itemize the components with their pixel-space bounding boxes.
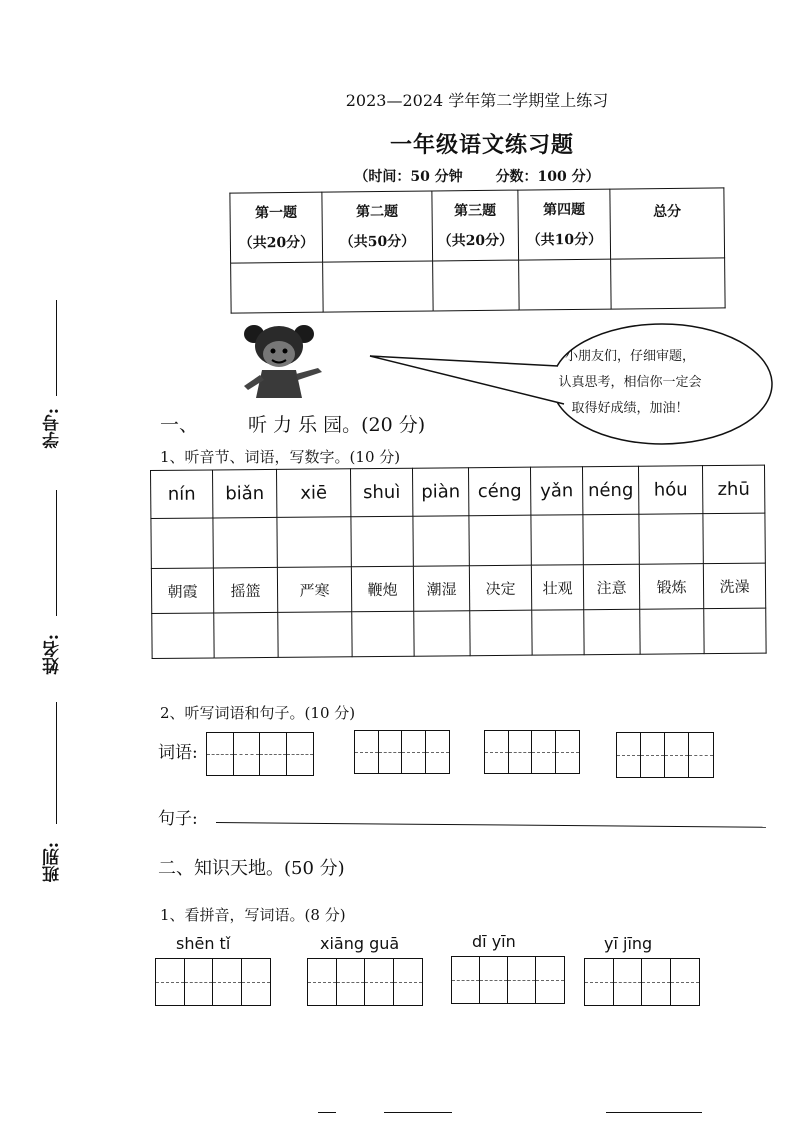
writing-cell[interactable] [213, 959, 242, 1005]
answer-cell[interactable] [278, 612, 352, 658]
pinyin-word-table [150, 465, 767, 659]
writing-cell[interactable] [234, 733, 261, 775]
writing-cell[interactable] [242, 959, 270, 1005]
answer-cell[interactable] [213, 517, 277, 568]
class-line[interactable] [56, 702, 57, 824]
sentence-answer-line[interactable] [216, 822, 766, 828]
writing-cell[interactable] [614, 959, 643, 1005]
writing-cell[interactable] [509, 731, 533, 773]
word-writing-box-3[interactable] [451, 956, 565, 1004]
writing-cell[interactable] [365, 959, 394, 1005]
writing-cell[interactable] [394, 959, 422, 1005]
writing-cell[interactable] [426, 731, 449, 773]
score-col-points: （共20分） [437, 232, 514, 249]
answer-cell[interactable] [584, 609, 640, 654]
score-col-name: 总分 [653, 203, 682, 221]
writing-cell[interactable] [642, 959, 671, 1005]
answer-cell[interactable] [214, 612, 278, 658]
writing-cell[interactable] [617, 733, 641, 777]
encouragement-text [520, 344, 740, 422]
scan-mark [384, 1112, 452, 1113]
answer-cell[interactable] [704, 608, 766, 654]
time-limit: （时间：50 分钟 [354, 169, 463, 185]
score-col-4 [518, 189, 611, 260]
score-col-1 [230, 192, 323, 263]
answer-cell[interactable] [532, 610, 584, 655]
writing-cell[interactable] [532, 731, 556, 773]
word-writing-box-2[interactable] [307, 958, 423, 1006]
answer-cell[interactable] [414, 611, 470, 656]
writing-cell[interactable] [207, 733, 234, 775]
score-blank[interactable] [433, 260, 520, 311]
bubble-line: 认真思考，相信你一定会 [558, 375, 702, 390]
total-score: 分数：100 分） [495, 169, 600, 185]
score-blank[interactable] [519, 259, 612, 310]
answer-cell[interactable] [277, 517, 351, 568]
score-col-points: （共20分） [238, 234, 315, 252]
pinyin-cell: hóu [638, 466, 702, 515]
pinyin-cell: xiē [276, 469, 350, 518]
pinyin-prompt: yī jīng [604, 934, 653, 953]
word-cell: 朝霞 [151, 568, 213, 614]
writing-cell[interactable] [156, 959, 185, 1005]
writing-cell[interactable] [556, 731, 579, 773]
pinyin-cell: biǎn [213, 469, 277, 518]
word-writing-box-4[interactable] [584, 958, 700, 1006]
pinyin-cell: nín [151, 470, 213, 519]
pinyin-cell: yǎn [530, 467, 582, 515]
writing-cell[interactable] [665, 733, 689, 777]
exam-period-line: 2023—2024 学年第二学期堂上练习 [345, 91, 609, 110]
word-cell: 严寒 [277, 567, 351, 613]
answer-cell[interactable] [413, 516, 469, 566]
section-1-name: 听 力 乐 园。(20 分) [248, 414, 426, 436]
word-cell: 潮湿 [413, 566, 469, 611]
bubble-line: 取得好成绩，加油！ [571, 401, 689, 416]
scan-mark [606, 1112, 702, 1113]
question-2-1: 1、看拼音，写词语。(8 分) [160, 906, 346, 924]
writing-cell[interactable] [585, 959, 614, 1005]
writing-cell[interactable] [337, 959, 366, 1005]
pinyin-cell: shuì [350, 468, 412, 517]
score-col-name: 第四题 [542, 201, 586, 218]
writing-cell[interactable] [480, 957, 508, 1003]
score-blank[interactable] [323, 261, 434, 312]
writing-cell[interactable] [671, 959, 699, 1005]
class-label: 班别: [43, 842, 63, 883]
question-1-1: 1、听音节、词语，写数字。(10 分) [160, 448, 401, 466]
writing-cell[interactable] [308, 959, 337, 1005]
pinyin-cell: céng [468, 467, 530, 516]
word-cell: 锻炼 [639, 564, 703, 610]
pinyin-cell: zhū [702, 465, 764, 514]
answer-cell[interactable] [640, 609, 704, 655]
word-writing-box-1[interactable] [155, 958, 271, 1006]
score-col-name: 第一题 [255, 204, 298, 221]
dictation-box-1[interactable] [206, 732, 314, 776]
score-blank[interactable] [231, 262, 324, 313]
word-cell: 洗澡 [703, 563, 765, 609]
pinyin-prompt: xiāng guā [320, 934, 400, 953]
score-col-2 [322, 191, 433, 262]
writing-cell[interactable] [379, 731, 403, 773]
scan-mark [318, 1112, 336, 1113]
student-id-label: 学号: [43, 408, 63, 449]
word-cell: 决定 [469, 565, 531, 611]
word-cell: 壮观 [531, 565, 583, 610]
answer-cell[interactable] [151, 518, 213, 569]
section-1-number: 一、 [160, 414, 199, 436]
score-col-points: （共10分） [526, 231, 603, 248]
exam-info [0, 166, 794, 186]
student-id-line[interactable] [56, 300, 57, 396]
writing-cell[interactable] [402, 731, 426, 773]
pinyin-cell: néng [582, 466, 638, 514]
dictation-box-2[interactable] [354, 730, 450, 774]
section-1-title [160, 410, 425, 437]
pinyin-prompt: shēn tǐ [176, 934, 231, 953]
score-col-total [610, 188, 725, 259]
writing-cell[interactable] [185, 959, 214, 1005]
pinyin-cell: piàn [412, 468, 468, 516]
dictation-box-4[interactable] [616, 732, 714, 778]
answer-cell[interactable] [639, 514, 703, 565]
answer-cell[interactable] [351, 516, 413, 567]
writing-cell[interactable] [485, 731, 509, 773]
writing-cell[interactable] [689, 733, 713, 777]
answer-cell[interactable] [703, 513, 765, 564]
writing-cell[interactable] [508, 957, 536, 1003]
answer-cell[interactable] [470, 610, 532, 656]
bubble-line: 小朋友们，仔细审题， [564, 349, 695, 364]
score-col-3 [432, 190, 519, 261]
writing-cell[interactable] [260, 733, 287, 775]
writing-cell[interactable] [452, 957, 480, 1003]
student-name-line[interactable] [56, 490, 57, 616]
answer-cell[interactable] [352, 611, 414, 657]
answer-cell[interactable] [531, 515, 583, 565]
exam-title: 一年级语文练习题 [389, 132, 574, 158]
pinyin-prompt: dī yīn [472, 932, 516, 951]
writing-cell[interactable] [287, 733, 313, 775]
score-blank[interactable] [611, 258, 726, 309]
ciyu-label: 词语: [158, 743, 198, 763]
score-table [229, 187, 725, 313]
answer-cell[interactable] [583, 514, 639, 564]
girl-mascot-icon [232, 320, 328, 400]
answer-cell[interactable] [152, 613, 214, 659]
writing-cell[interactable] [641, 733, 665, 777]
juzi-label: 句子: [158, 809, 198, 829]
word-cell: 鞭炮 [351, 566, 413, 612]
student-name-label: 姓名: [43, 634, 63, 675]
score-col-points: （共50分） [339, 233, 416, 250]
score-col-name: 第三题 [453, 202, 497, 219]
word-cell: 注意 [583, 564, 639, 609]
writing-cell[interactable] [355, 731, 379, 773]
writing-cell[interactable] [536, 957, 564, 1003]
word-cell: 摇篮 [213, 567, 277, 613]
answer-cell[interactable] [469, 515, 531, 566]
score-col-name: 第二题 [356, 203, 399, 220]
question-1-2: 2、听写词语和句子。(10 分) [160, 704, 356, 722]
section-2-title: 二、知识天地。(50 分) [158, 858, 345, 879]
dictation-box-3[interactable] [484, 730, 580, 774]
